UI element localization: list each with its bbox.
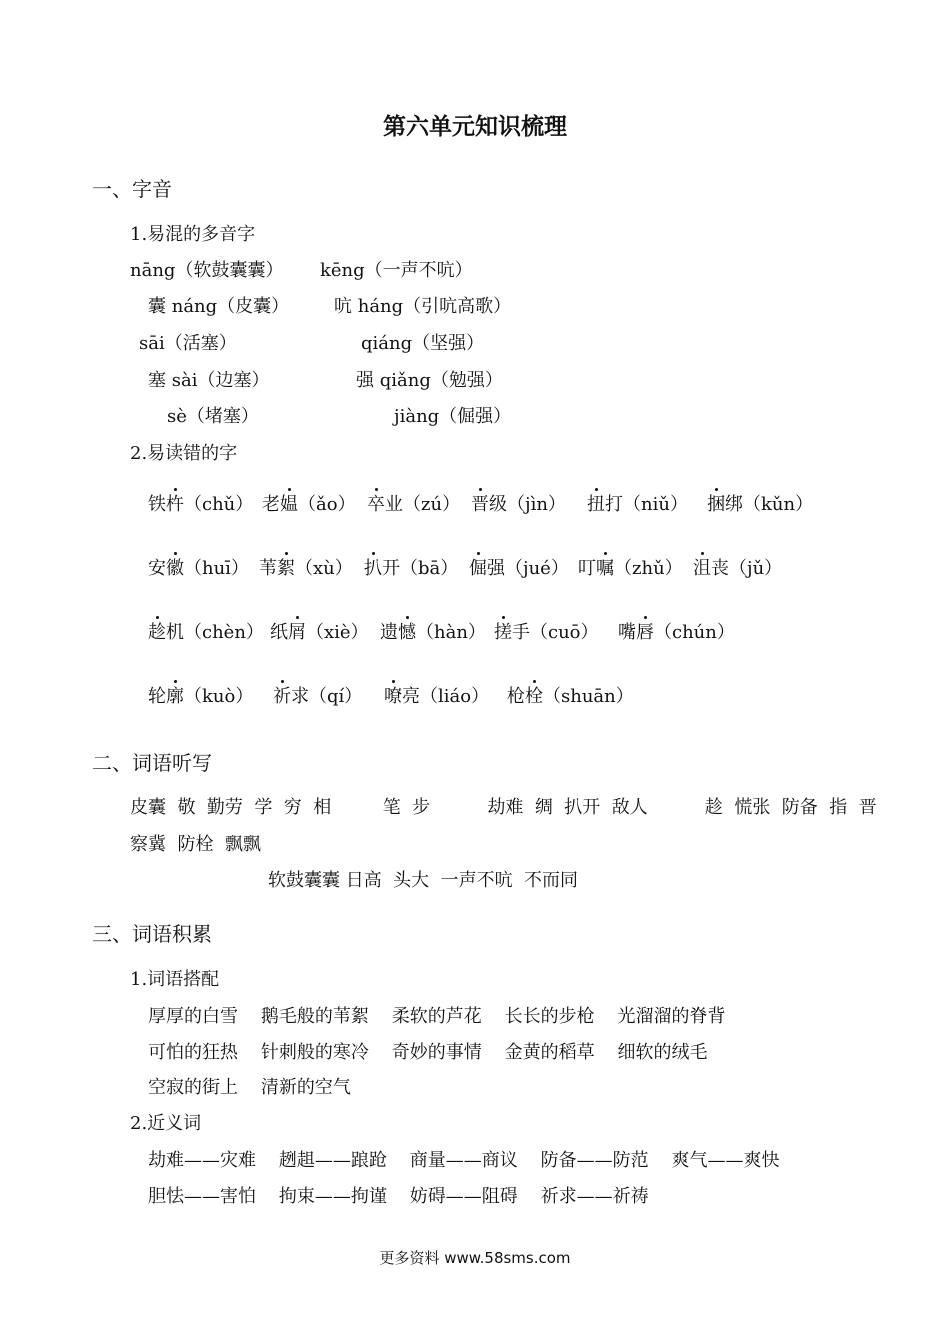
word-entry: 扒开（bā） <box>364 558 459 579</box>
poly-entry: qiáng（坚强） <box>361 333 485 354</box>
collocation-line: 可怕的狂热 针刺般的寒冷 奇妙的事情 金黄的稻草 细软的绒毛 <box>148 1042 708 1063</box>
poly-entry: 吭 háng（引吭高歌） <box>334 296 512 317</box>
poly-entry: jiàng（倔强） <box>394 406 512 427</box>
section-heading-vocabulary: 三、词语积累 <box>92 922 212 946</box>
poly-entry: 强 qiǎng（勉强） <box>356 370 503 391</box>
subheading-misread: 2.易读错的字 <box>130 443 238 464</box>
word-entry: 搓手（cuō） <box>494 622 599 643</box>
word-entry: 祈求（qí） <box>273 686 363 707</box>
dictation-line: 察冀 防栓 飘飘 <box>130 834 261 855</box>
poly-entry: 塞 sài（边塞） <box>148 370 270 391</box>
synonym-line: 劫难——灾难 趔趄——踉跄 商量——商议 防备——防范 爽气——爽快 <box>148 1150 780 1171</box>
word-entry: 苇絮（xù） <box>259 558 353 579</box>
dictation-line: 皮囊 敬 勤劳 学 穷 相 笔 步 劫难 绸 扒开 敌人 趁 慌张 防备 指 晋 <box>130 797 877 818</box>
word-entry: 纸屑（xiè） <box>270 622 369 643</box>
poly-entry: 囊 náng（皮囊） <box>148 296 290 317</box>
page-title: 第六单元知识梳理 <box>383 114 567 140</box>
section-heading-dictation: 二、词语听写 <box>92 751 212 775</box>
word-entry: 晋级（jìn） <box>471 494 566 515</box>
word-entry: 叮嘱（zhǔ） <box>578 558 683 579</box>
dictation-line: 软鼓囊囊 日高 头大 一声不吭 不而同 <box>268 870 579 891</box>
word-entry: 嘴唇（chún） <box>618 622 735 643</box>
word-entry: 老媪（ǎo） <box>262 494 356 515</box>
word-entry: 扭打（niǔ） <box>587 494 688 515</box>
collocation-line: 空寂的街上 清新的空气 <box>148 1077 351 1098</box>
word-entry: 枪栓（shuān） <box>507 686 634 707</box>
section-heading-pronunciation: 一、字音 <box>92 177 172 201</box>
poly-entry: kēng（一声不吭） <box>320 260 473 281</box>
subheading-synonyms: 2.近义词 <box>130 1113 202 1134</box>
word-entry: 铁杵（chǔ） <box>148 494 254 515</box>
footer-watermark: 更多资料 www.58sms.com <box>379 1249 571 1267</box>
word-entry: 捆绑（kǔn） <box>707 494 814 515</box>
word-entry: 倔强（jué） <box>469 558 569 579</box>
poly-entry: nāng（软鼓囊囊） <box>130 260 284 281</box>
word-entry: 趁机（chèn） <box>148 622 264 643</box>
poly-entry: sè（堵塞） <box>167 406 259 427</box>
word-entry: 卒业（zú） <box>367 494 461 515</box>
synonym-line: 胆怯——害怕 拘束——拘谨 妨碍——阻碍 祈求——祈祷 <box>148 1186 649 1207</box>
word-entry: 沮丧（jǔ） <box>693 558 783 579</box>
collocation-line: 厚厚的白雪 鹅毛般的苇絮 柔软的芦花 长长的步枪 光溜溜的脊背 <box>148 1006 726 1027</box>
word-entry: 安徽（huī） <box>148 558 249 579</box>
subheading-collocation: 1.词语搭配 <box>130 969 220 990</box>
word-entry: 嘹亮（liáo） <box>384 686 490 707</box>
poly-entry: sāi（活塞） <box>139 333 237 354</box>
subheading-polyphonic: 1.易混的多音字 <box>130 224 256 245</box>
word-entry: 遗憾（hàn） <box>380 622 486 643</box>
word-entry: 轮廓（kuò） <box>148 686 254 707</box>
